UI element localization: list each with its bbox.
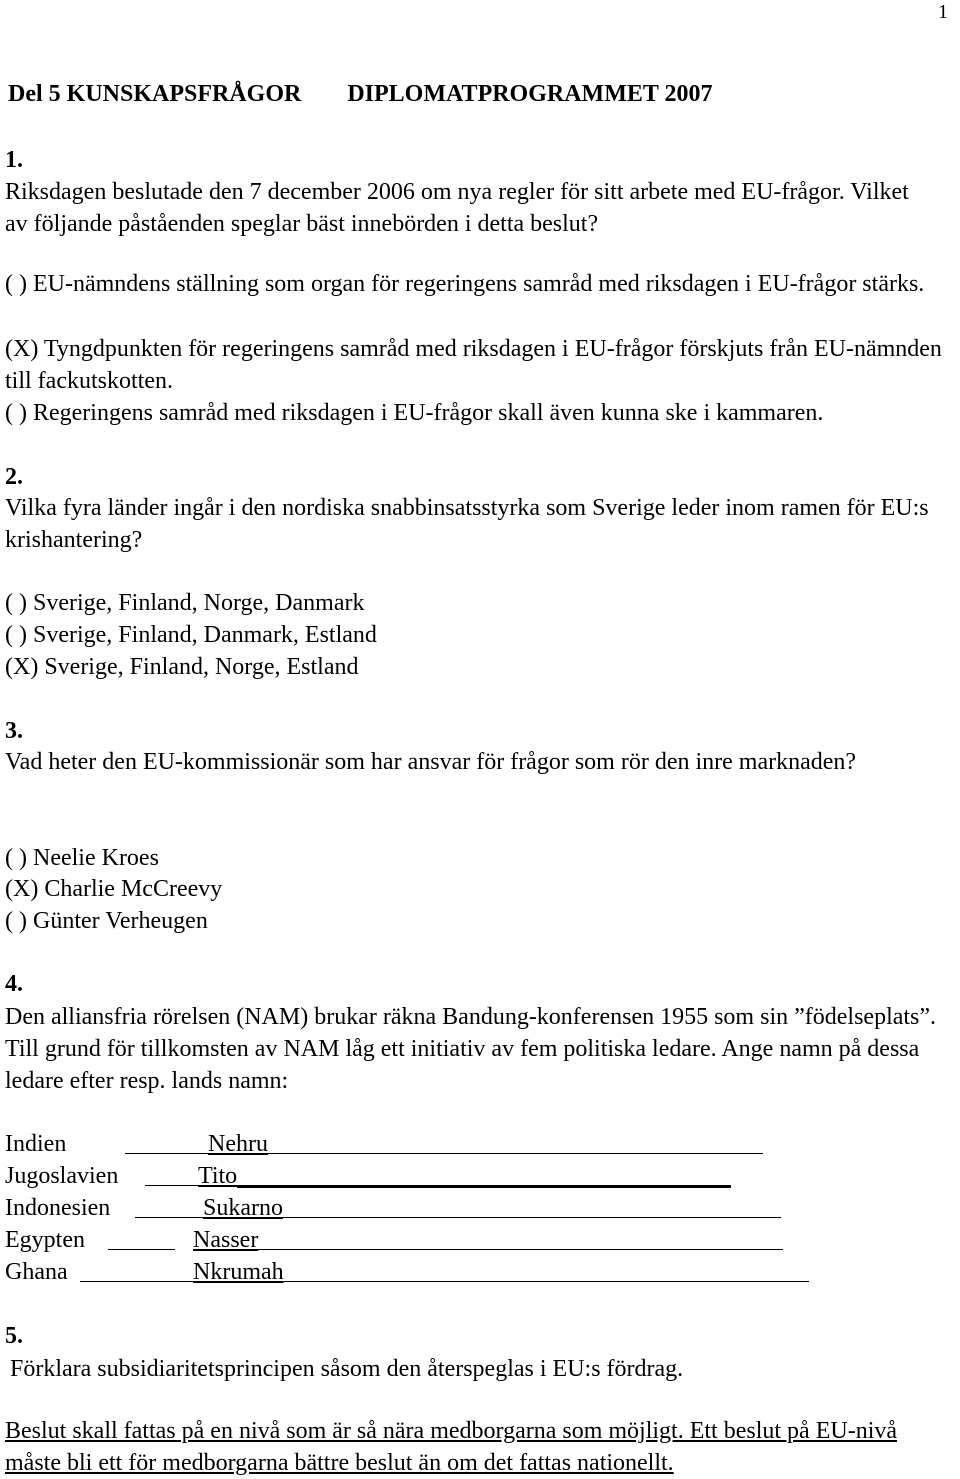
question-3-text: Vad heter den EU-kommissionär som har ansvar för frågor som rör den inre marknaden? <box>5 749 857 775</box>
question-2-number: 2. <box>5 464 23 490</box>
country-label: Indonesien <box>5 1195 111 1221</box>
page-number: 1 <box>938 1 948 23</box>
page-heading <box>8 78 712 110</box>
question-1-option-2: (X) Tyngdpunkten för regeringens samråd med riksdagen i EU-frågor förskjuts från EU-nämnden till fackutskotten. <box>5 336 942 394</box>
leader-answer: Nehru <box>208 1131 268 1157</box>
country-label: Ghana <box>5 1259 68 1285</box>
question-2-text: Vilka fyra länder ingår i den nordiska snabbinsatsstyrka som Sverige leder inom ramen för EU:s krishantering? <box>5 495 929 553</box>
question-2-option-3: (X) Sverige, Finland, Norge, Estland <box>5 654 359 680</box>
question-1-text: Riksdagen beslutade den 7 december 2006 om nya regler för sitt arbete med EU-frågor. Vilket av följande påståenden speglar bäst innebörden i detta beslut? <box>5 179 909 237</box>
question-5-text: Förklara subsidiaritetsprincipen såsom den återspeglas i EU:s fördrag. <box>10 1356 684 1382</box>
question-5-answer: Beslut skall fattas på en nivå som är så nära medborgarna som möjligt. Ett beslut på EU-nivå måste bli ett för medborgarna bättre beslut än om det fattas nationellt. <box>5 1418 898 1476</box>
leader-answer: Nasser <box>193 1227 259 1253</box>
question-3-option-1: ( ) Neelie Kroes <box>5 845 159 871</box>
question-5-number: 5. <box>5 1323 23 1349</box>
leader-row-egypten <box>5 1224 950 1256</box>
question-1-number: 1. <box>5 147 23 173</box>
country-label: Egypten <box>5 1227 85 1253</box>
question-3-number: 3. <box>5 718 23 744</box>
leader-row-indien <box>5 1128 950 1160</box>
heading-program: DIPLOMATPROGRAMMET 2007 <box>347 81 713 107</box>
question-3-option-3: ( ) Günter Verheugen <box>5 908 208 934</box>
leader-answer: Tito <box>198 1163 238 1189</box>
country-label: Jugoslavien <box>5 1163 119 1189</box>
question-1-option-3: ( ) Regeringens samråd med riksdagen i EU-frågor skall även kunna ske i kammaren. <box>5 400 824 426</box>
leader-answer: Sukarno <box>203 1195 283 1221</box>
country-label: Indien <box>5 1131 67 1157</box>
question-2-option-2: ( ) Sverige, Finland, Danmark, Estland <box>5 622 377 648</box>
leader-answer: Nkrumah <box>193 1259 284 1285</box>
question-1-option-1: ( ) EU-nämndens ställning som organ för regeringens samråd med riksdagen i EU-frågor stärks. <box>5 271 925 297</box>
leader-row-ghana <box>5 1256 950 1288</box>
leaders-list <box>5 1128 950 1288</box>
question-2-option-1: ( ) Sverige, Finland, Norge, Danmark <box>5 590 365 616</box>
question-3-option-2: (X) Charlie McCreevy <box>5 876 223 902</box>
leader-row-jugoslavien <box>5 1160 950 1192</box>
heading-part: Del 5 KUNSKAPSFRÅGOR <box>8 81 302 107</box>
question-4-number: 4. <box>5 971 23 997</box>
question-4-text: Den alliansfria rörelsen (NAM) brukar räkna Bandung-konferensen 1955 som sin ”födelseplats”. Till grund för tillkomsten av NAM låg ett initiativ av fem politiska ledare. Ange namn på dessa ledare efter resp. lands namn: <box>5 1004 937 1094</box>
leader-row-indonesien <box>5 1192 950 1224</box>
